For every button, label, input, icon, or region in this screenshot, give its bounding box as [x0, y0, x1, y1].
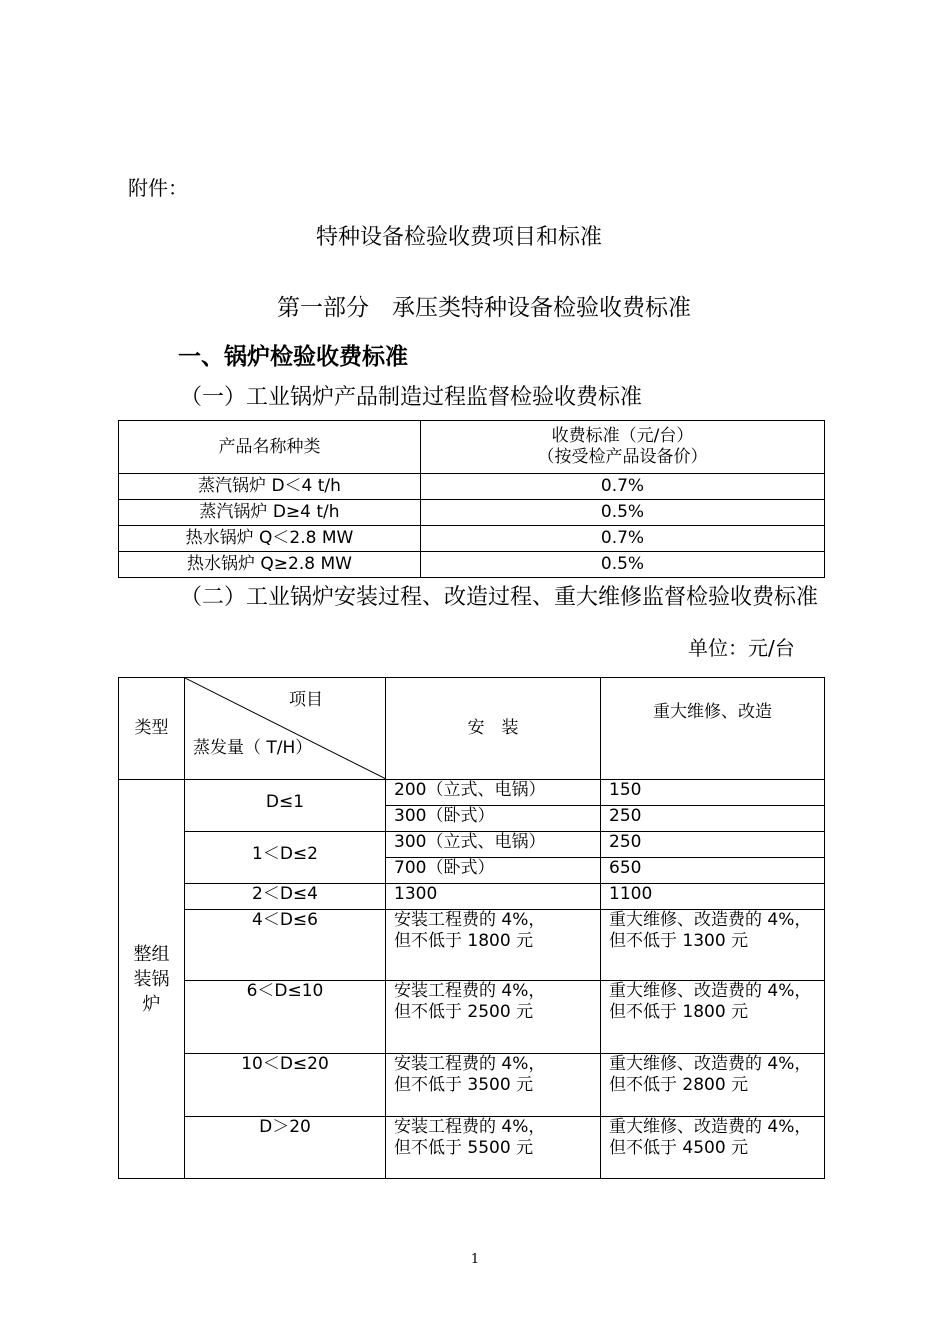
manufacturing-fee-table [118, 420, 825, 578]
repair-fee [601, 1117, 825, 1179]
range-cell: 2＜D≤4 [185, 884, 386, 910]
install-fee-line1: 安装工程费的 4%， [394, 981, 546, 1001]
repair-fee: 250 [601, 806, 825, 832]
product-name: 热水锅炉 Q≥2.8 MW [119, 552, 421, 578]
range-cell: 10＜D≤20 [185, 1054, 386, 1117]
fee-rate: 0.5% [421, 500, 825, 526]
table-row [119, 552, 825, 578]
range-cell: D＞20 [185, 1117, 386, 1179]
repair-fee [601, 910, 825, 981]
fee-rate: 0.7% [421, 526, 825, 552]
installation-fee-table [118, 677, 825, 1179]
product-name: 蒸汽锅炉 D≥4 t/h [119, 500, 421, 526]
table-row [119, 1117, 825, 1179]
attachment-label: 附件： [128, 176, 188, 200]
install-fee-line1: 安装工程费的 4%， [394, 1054, 546, 1074]
header-product-name: 产品名称种类 [119, 421, 421, 474]
product-name: 热水锅炉 Q＜2.8 MW [119, 526, 421, 552]
fee-rate: 0.5% [421, 552, 825, 578]
install-fee [386, 1054, 601, 1117]
install-fee: 300（立式、电锅） [386, 832, 601, 858]
install-fee-line2: 但不低于 5500 元 [394, 1138, 534, 1158]
repair-fee [601, 1054, 825, 1117]
repair-fee: 650 [601, 858, 825, 884]
repair-fee: 1100 [601, 884, 825, 910]
table-row [119, 780, 825, 806]
repair-fee-line2: 但不低于 4500 元 [609, 1138, 749, 1158]
install-fee-line1: 安装工程费的 4%， [394, 910, 546, 930]
table-row [119, 884, 825, 910]
repair-fee-line1: 重大维修、改造费的 4%， [609, 910, 812, 930]
table-row [119, 1054, 825, 1117]
install-fee [386, 910, 601, 981]
range-cell: 6＜D≤10 [185, 981, 386, 1054]
table-row [119, 474, 825, 500]
repair-fee-line1: 重大维修、改造费的 4%， [609, 1054, 812, 1074]
header-repair: 重大维修、改造 [601, 678, 825, 780]
table-row [119, 832, 825, 858]
subsection2-title: （二）工业锅炉安装过程、改造过程、重大维修监督检验收费标准 [180, 585, 819, 610]
header-fee-standard [421, 421, 825, 474]
repair-fee [601, 981, 825, 1054]
install-fee: 200（立式、电锅） [386, 780, 601, 806]
range-cell: 4＜D≤6 [185, 910, 386, 981]
range-cell: D≤1 [185, 780, 386, 832]
repair-fee-line2: 但不低于 2800 元 [609, 1075, 749, 1095]
part-title: 第一部分 承压类特种设备检验收费标准 [277, 295, 691, 321]
type-label: 整组装锅炉 [133, 943, 170, 1015]
table-row [119, 981, 825, 1054]
table-header-row [119, 421, 825, 474]
product-name: 蒸汽锅炉 D＜4 t/h [119, 474, 421, 500]
header-install: 安 装 [386, 678, 601, 780]
document-title: 特种设备检验收费项目和标准 [315, 225, 602, 250]
header-diagonal-cell [185, 678, 386, 780]
header-evaporation: 蒸发量（ T/H） [193, 738, 313, 758]
install-fee: 700（卧式） [386, 858, 601, 884]
diagonal-line [185, 678, 386, 780]
range-cell: 1＜D≤2 [185, 832, 386, 884]
table-row [119, 500, 825, 526]
unit-label: 单位：元/台 [688, 636, 795, 660]
repair-fee: 250 [601, 832, 825, 858]
table-header-row [119, 678, 825, 780]
table-row [119, 910, 825, 981]
install-fee-line2: 但不低于 2500 元 [394, 1002, 534, 1022]
header-fee-line2: （按受检产品设备价） [537, 447, 708, 467]
type-label-cell [119, 780, 185, 1179]
install-fee [386, 1117, 601, 1179]
fee-rate: 0.7% [421, 474, 825, 500]
header-item: 项目 [289, 690, 323, 710]
repair-fee-line2: 但不低于 1300 元 [609, 931, 749, 951]
install-fee: 300（卧式） [386, 806, 601, 832]
repair-fee-line1: 重大维修、改造费的 4%， [609, 981, 812, 1001]
repair-fee-line2: 但不低于 1800 元 [609, 1002, 749, 1022]
section-title: 一、锅炉检验收费标准 [178, 344, 408, 370]
install-fee: 1300 [386, 884, 601, 910]
table-row [119, 526, 825, 552]
header-type: 类型 [119, 678, 185, 780]
repair-fee-line1: 重大维修、改造费的 4%， [609, 1117, 812, 1137]
install-fee-line2: 但不低于 1800 元 [394, 931, 534, 951]
install-fee-line1: 安装工程费的 4%， [394, 1117, 546, 1137]
repair-fee: 150 [601, 780, 825, 806]
install-fee-line2: 但不低于 3500 元 [394, 1075, 534, 1095]
header-fee-line1: 收费标准（元/台） [551, 426, 694, 446]
subsection1-title: （一）工业锅炉产品制造过程监督检验收费标准 [180, 385, 643, 410]
page-number: 1 [470, 1252, 480, 1267]
install-fee [386, 981, 601, 1054]
